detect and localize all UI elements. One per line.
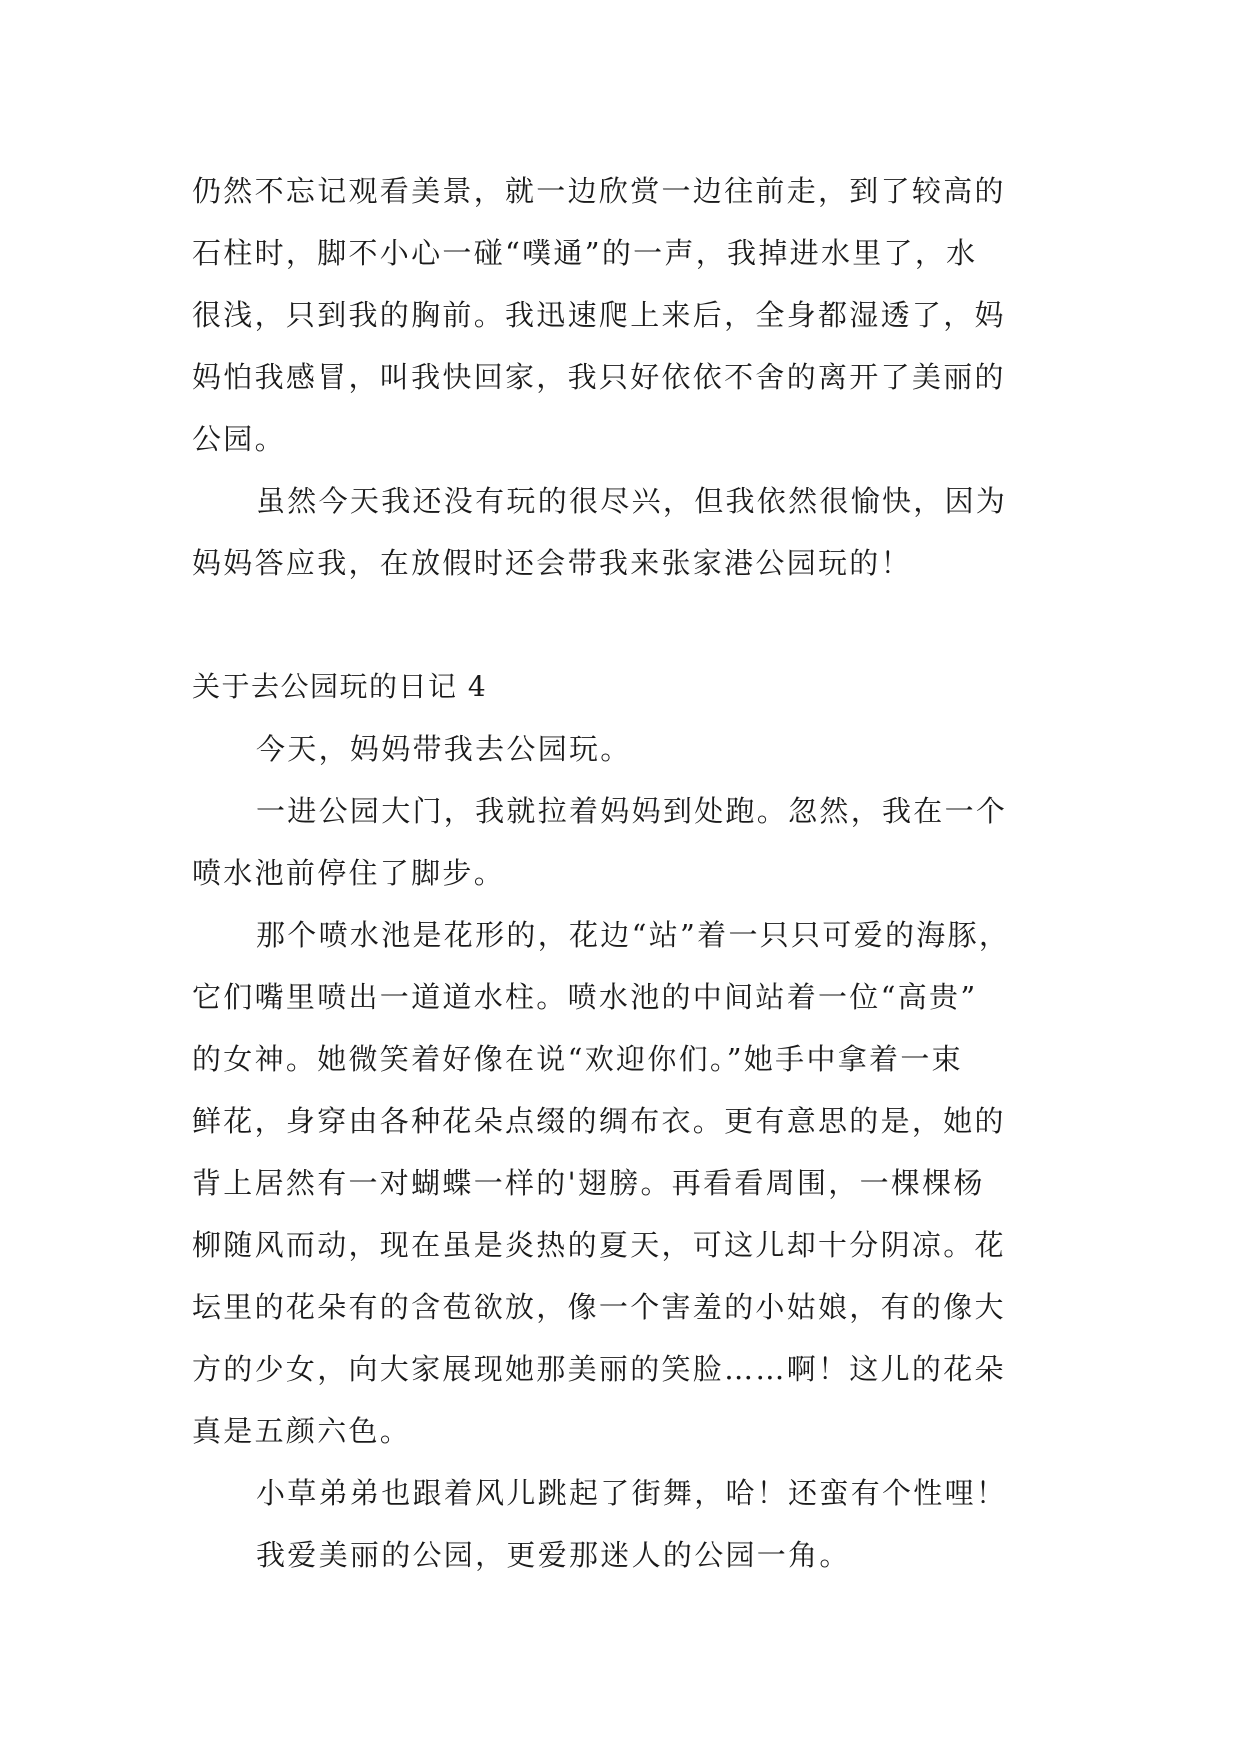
section-title: 关于去公园玩的日记 4 [192,670,488,703]
document-page [192,160,1054,1586]
text-line: 很浅，只到我的胸前。我迅速爬上来后，全身都湿透了，妈 [192,298,1006,332]
text-line: 今天，妈妈带我去公园玩。 [256,732,632,766]
paragraph-3 [192,718,1054,780]
text-line: 坛里的花朵有的含苞欲放，像一个害羞的小姑娘，有的像大 [192,1290,1006,1324]
paragraph-2 [192,470,1054,594]
text-line: 那个喷水池是花形的，花边“站”着一只只可爱的海豚， [256,918,1011,952]
text-line: 公园。 [192,422,286,456]
text-line: 方的少女，向大家展现她那美丽的笑脸……啊！这儿的花朵 [192,1352,1006,1386]
paragraph-7 [192,1524,1054,1586]
text-line: 背上居然有一对蝴蝶一样的'翅膀。再看看周围，一棵棵杨 [192,1166,985,1200]
text-line: 喷水池前停住了脚步。 [192,856,506,890]
text-line: 鲜花，身穿由各种花朵点缀的绸布衣。更有意思的是，她的 [192,1104,1006,1138]
text-line: 小草弟弟也跟着风儿跳起了街舞，哈！还蛮有个性哩！ [256,1476,1008,1510]
text-line: 仍然不忘记观看美景，就一边欣赏一边往前走，到了较高的 [192,174,1006,208]
paragraph-4 [192,780,1054,904]
text-line: 它们嘴里喷出一道道水柱。喷水池的中间站着一位“高贵” [192,980,978,1014]
text-line: 的女神。她微笑着好像在说“欢迎你们。”她手中拿着一束 [192,1042,963,1076]
text-line: 真是五颜六色。 [192,1414,412,1448]
text-line: 一进公园大门，我就拉着妈妈到处跑。忽然，我在一个 [256,794,1008,828]
text-line: 我爱美丽的公园，更爱那迷人的公园一角。 [256,1538,851,1572]
blank-line [192,594,1054,656]
text-line: 石柱时，脚不小心一碰“噗通”的一声，我掉进水里了，水 [192,236,978,270]
text-line: 柳随风而动，现在虽是炎热的夏天，可这儿却十分阴凉。花 [192,1228,1006,1262]
paragraph-5 [192,904,1054,1462]
paragraph-1 [192,160,1054,470]
text-line: 妈怕我感冒，叫我快回家，我只好依依不舍的离开了美丽的 [192,360,1006,394]
paragraph-6 [192,1462,1054,1524]
text-line: 妈妈答应我，在放假时还会带我来张家港公园玩的！ [192,546,912,580]
text-line: 虽然今天我还没有玩的很尽兴，但我依然很愉快，因为 [256,484,1008,518]
